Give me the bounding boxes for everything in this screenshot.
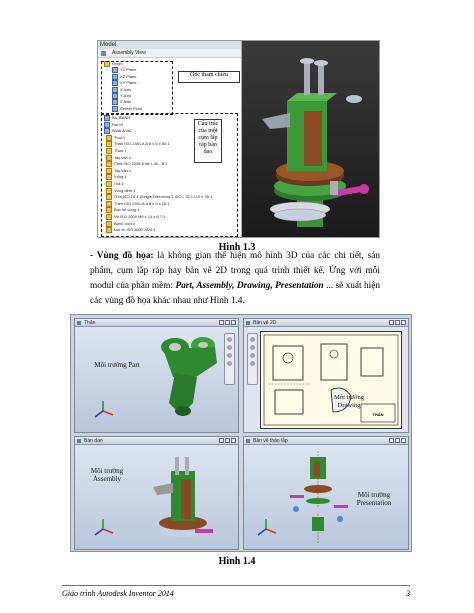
presentation-label-line: Môi trường <box>357 491 391 499</box>
tree-item-label: Z Axis <box>120 99 131 105</box>
navigation-bar[interactable] <box>247 333 258 385</box>
footer-rule <box>62 585 410 586</box>
part-window[interactable] <box>74 318 239 433</box>
assembly-label-line: Môi trường <box>90 467 124 475</box>
structure-callout-line: ráp bàn <box>199 142 217 148</box>
axis-triad-icon <box>256 517 278 539</box>
drawing-label-line: Drawing <box>337 402 361 409</box>
maximize-icon[interactable] <box>395 438 400 443</box>
drawing-label-line: Môi trường <box>334 394 364 401</box>
origin-callout-text: Gốc tham chiếu <box>190 72 228 78</box>
minimize-icon[interactable] <box>219 438 224 443</box>
window-controls[interactable] <box>388 438 406 444</box>
tree-item-label: Ba_BANH <box>112 115 131 121</box>
tree-item-label: Than ISO 2461 A A 8 x 5 x 50:1 <box>114 141 170 147</box>
drawing-window[interactable] <box>243 318 409 433</box>
tree-item-label: Tay vặn:1 <box>114 154 132 160</box>
part-document-icon <box>77 321 81 325</box>
close-icon[interactable] <box>401 438 406 443</box>
structure-callout <box>194 119 222 163</box>
figure-1-3-caption: Hình 1.3 <box>218 242 256 253</box>
drawing-window-title: Bản vẽ 2D <box>253 320 277 326</box>
assembly-label-line: Assembly <box>93 475 121 483</box>
title-block-name: THÂN <box>372 412 384 417</box>
presentation-label-line: Presentation <box>356 499 392 507</box>
close-icon[interactable] <box>231 438 236 443</box>
page-number: 3 <box>406 589 410 598</box>
tree-item-label: Ổ bi(ISO 15 4 (Single Direction) 2 ISO - 75 x 110 x 35:1 <box>114 194 213 200</box>
tree-item-label: Y Axis <box>120 93 132 99</box>
tree-item-label: Center Point <box>120 105 143 111</box>
part-environment-label: Môi trường Part <box>94 361 140 369</box>
tree-item-label: YZ Plane <box>120 67 137 73</box>
origin-highlight-box <box>101 61 173 115</box>
paragraph-lead: - Vùng đồ họa: <box>90 251 154 261</box>
tree-item-label: Giá:1 <box>114 181 124 187</box>
drawing-sheet[interactable] <box>260 331 402 429</box>
drawing-environment-label <box>331 394 367 410</box>
figure-1-4-caption: Hình 1.4 <box>218 556 256 567</box>
tree-item-label: X Axis <box>120 86 132 92</box>
paragraph-text-1: là không gian thể hiện mô hình 3D của các chi tiết, sản phẩm, cụm lắp ráp hay bản vẽ 2D trong quá trình thiết kế. Ứng với mỗi modul của phần mềm: <box>90 251 380 291</box>
presentation-window-titlebar[interactable] <box>244 437 408 445</box>
tree-item-label: Thui:1 <box>114 134 126 140</box>
presentation-environment-label <box>344 491 404 507</box>
tool-post-assembly-render <box>242 41 379 237</box>
structure-callout-line: cụm lắp <box>198 135 218 141</box>
figure-1-3 <box>97 40 380 238</box>
assembly-3d-model <box>145 451 225 545</box>
browser-header: Model <box>98 41 241 49</box>
tree-item-label: Vống:1 <box>114 174 127 180</box>
structure-callout-line: của một <box>198 128 218 134</box>
filter-icon[interactable] <box>101 51 106 56</box>
presentation-window-title: Bản vẽ tháo lắp <box>253 438 288 444</box>
presentation-document-icon <box>246 439 250 443</box>
window-controls[interactable] <box>388 320 406 326</box>
tree-item-label: Rut.M <box>112 121 123 127</box>
assembly-environment-label <box>83 467 131 483</box>
tree-item-label: Bạc lót vòng:1 <box>114 207 140 213</box>
maximize-icon[interactable] <box>225 320 230 325</box>
navigation-bar[interactable] <box>224 333 235 385</box>
maximize-icon[interactable] <box>225 438 230 443</box>
window-controls[interactable] <box>218 320 236 326</box>
minimize-icon[interactable] <box>219 320 224 325</box>
origin-callout <box>178 71 240 83</box>
tree-item-label: Bánh xích:1 <box>114 220 136 226</box>
close-icon[interactable] <box>401 320 406 325</box>
maximize-icon[interactable] <box>395 320 400 325</box>
graphics-area-paragraph <box>90 249 380 309</box>
drawing-window-titlebar[interactable] <box>244 319 408 327</box>
tree-item-label: Vít ISO 2009 M6 x 14 x 8.7:1 <box>114 214 166 220</box>
axis-triad-icon <box>93 399 115 421</box>
tree-item-label: Vòng đệm:1 <box>114 187 136 193</box>
assembly-3d-viewport[interactable] <box>242 41 379 237</box>
assembly-window-titlebar[interactable] <box>75 437 238 445</box>
part-window-titlebar[interactable] <box>75 319 238 327</box>
assembly-window-title: Bàn dao <box>84 438 103 444</box>
part-3d-model <box>153 333 228 423</box>
assembly-window[interactable] <box>74 436 239 550</box>
axis-triad-icon <box>93 517 115 539</box>
drawing-document-icon <box>246 321 250 325</box>
browser-toolbar[interactable] <box>98 49 241 58</box>
tree-item-label: XY Plane <box>120 80 137 86</box>
tree-item-label: Đai ốc ISO 4032 M20:1 <box>114 227 156 233</box>
structure-callout-line: dao <box>203 149 213 155</box>
tree-item-label: Than:1 <box>114 148 127 154</box>
tree-item-label: XZ Plane <box>120 73 137 79</box>
close-icon[interactable] <box>231 320 236 325</box>
tree-item-label: Then ISO 2491 A A 8 x 5 x 18:1 <box>114 200 170 206</box>
tree-item-label: Work Axis1 <box>112 128 132 134</box>
tree-item-label: Chốt ISO 2338 6 h8 x 40 - B:1 <box>114 161 168 167</box>
paragraph-modules: Part, Assembly, Drawing, Presentation <box>175 281 324 291</box>
footer-book-title: Giáo trình Autodesk Inventor 2014 <box>62 589 174 598</box>
presentation-window[interactable] <box>243 436 409 550</box>
tree-item-label: Tay vặn:1 <box>114 167 132 173</box>
window-controls[interactable] <box>218 438 236 444</box>
paragraph-text-2: ... sẽ xuất hiện các vùng đồ họa khác nhau như Hình 1.4. <box>90 281 380 306</box>
assembly-view-dropdown[interactable]: Assembly View <box>112 50 146 56</box>
minimize-icon[interactable] <box>389 320 394 325</box>
tree-item-label: Origin <box>112 61 123 67</box>
minimize-icon[interactable] <box>389 438 394 443</box>
assembly-document-icon <box>77 439 81 443</box>
structure-callout-line: Cấu trúc <box>197 121 219 127</box>
part-window-title: Thân <box>84 320 96 326</box>
figure-1-4 <box>70 314 412 552</box>
